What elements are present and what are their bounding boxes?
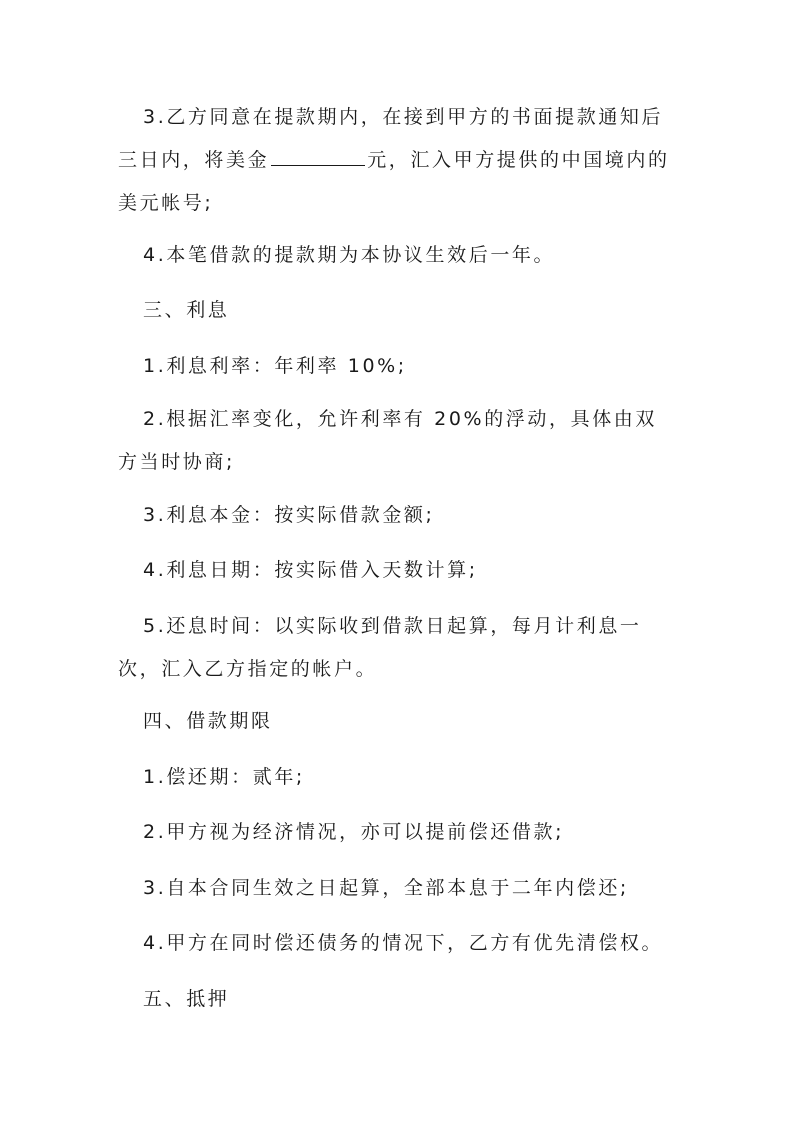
section-heading-interest: 三、利息 <box>143 299 230 321</box>
loan-term-item-1: 1.偿还期：贰年; <box>143 766 305 788</box>
loan-term-item-4: 4.甲方在同时偿还债务的情况下，乙方有优先清偿权。 <box>143 932 664 954</box>
interest-item-3: 3.利息本金：按实际借款金额; <box>143 504 435 526</box>
clause-3-text-end: 元，汇入甲方提供的中国境内的美元帐号; <box>118 149 670 214</box>
clause-3-withdrawal <box>118 96 678 225</box>
clause-3-text-start: 3.乙方同意在提款期内，在接到甲方的书面提款通知后三日内，将美金 <box>118 106 664 171</box>
interest-item-4: 4.利息日期：按实际借入天数计算; <box>143 559 478 581</box>
interest-item-5: 5.还息时间：以实际收到借款日起算，每月计利息一次，汇入乙方指定的帐户。 <box>118 615 642 680</box>
interest-item-2: 2.根据汇率变化，允许利率有 20%的浮动，具体由双方当时协商; <box>118 408 657 473</box>
loan-term-item-3: 3.自本合同生效之日起算，全部本息于二年内偿还; <box>143 877 629 899</box>
amount-blank-line <box>271 164 365 166</box>
section-heading-loan-term: 四、借款期限 <box>143 710 273 732</box>
section-heading-mortgage: 五、抵押 <box>143 988 230 1010</box>
clause-4-withdrawal-period: 4.本笔借款的提款期为本协议生效后一年。 <box>143 244 556 266</box>
interest-item-1: 1.利息利率：年利率 10%; <box>143 355 407 377</box>
loan-term-item-2: 2.甲方视为经济情况，亦可以提前偿还借款; <box>143 821 565 843</box>
